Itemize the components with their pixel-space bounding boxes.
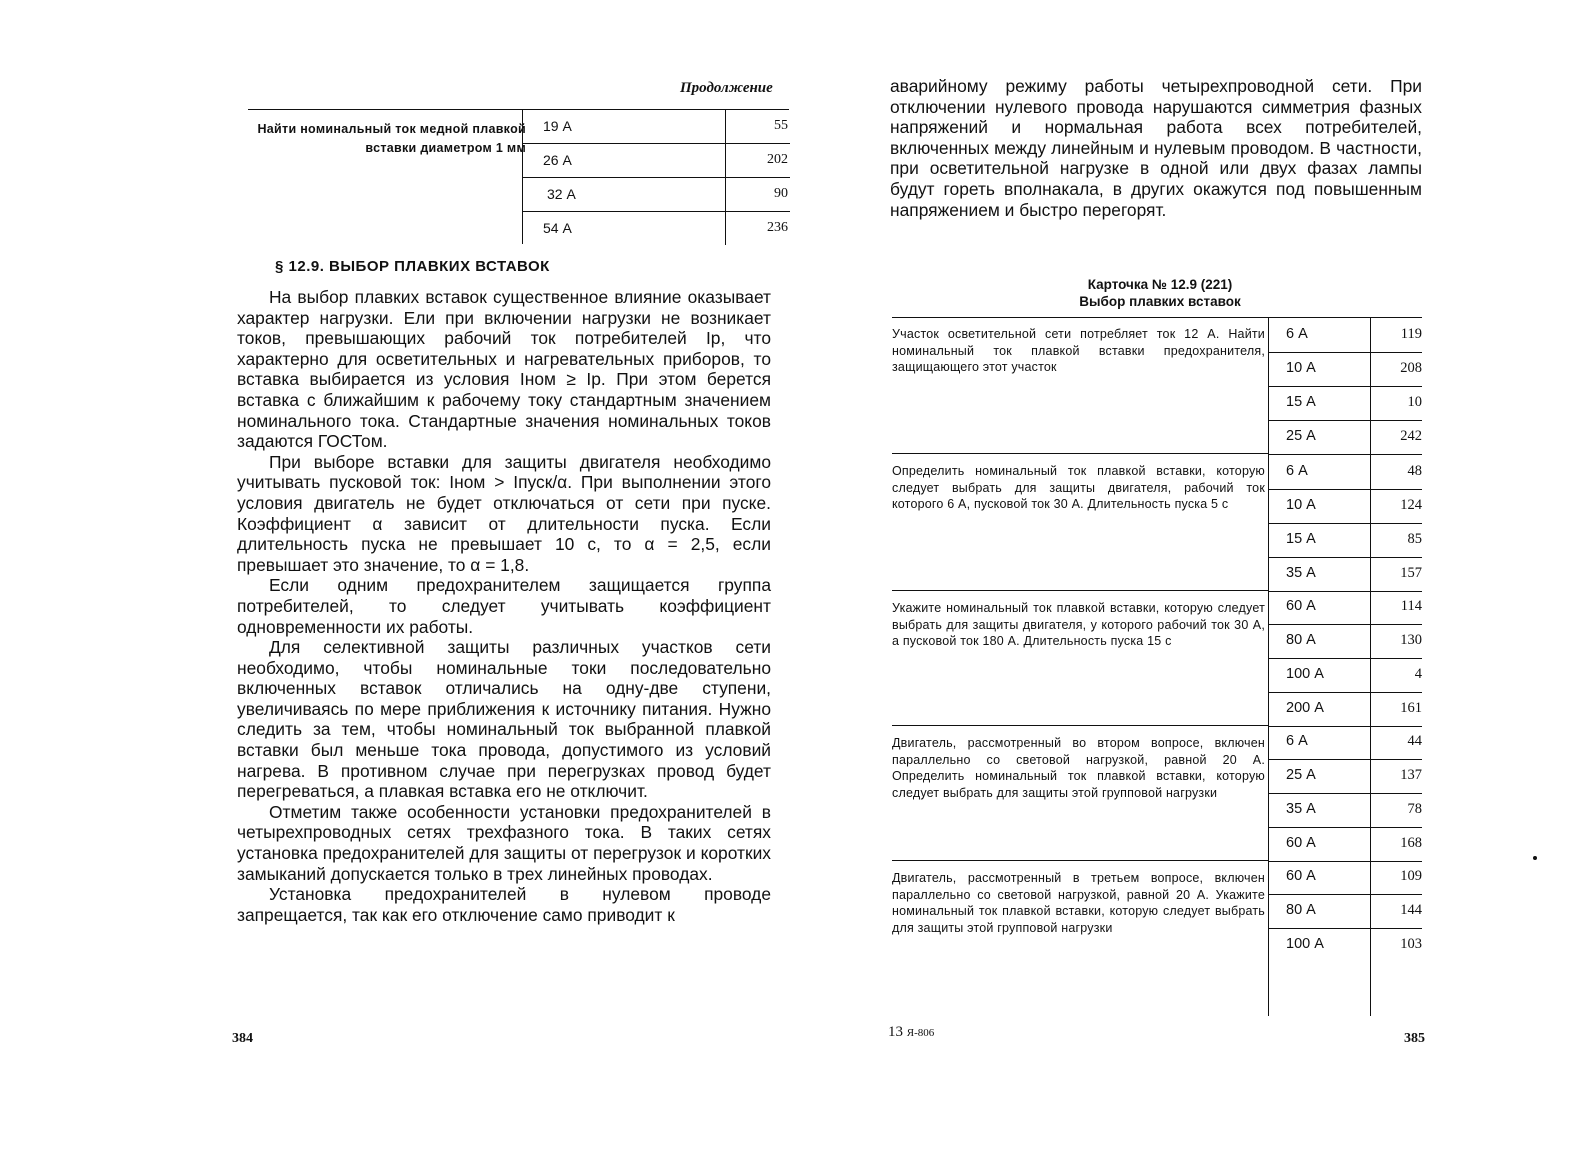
table-row: [1269, 759, 1422, 794]
answer-value: 26 А: [543, 152, 572, 168]
section-heading: § 12.9. ВЫБОР ПЛАВКИХ ВСТАВОК: [275, 258, 550, 275]
answer-value: 60 А: [1286, 598, 1316, 614]
answer-code: 202: [767, 152, 788, 167]
table-row: [1269, 725, 1422, 760]
answer-code: 161: [1400, 700, 1422, 716]
answer-code: 85: [1407, 531, 1422, 547]
answer-value: 60 А: [1286, 835, 1316, 851]
question-divider: [892, 725, 1269, 726]
answer-value: 25 А: [1286, 428, 1316, 444]
paragraph: Установка предохранителей в нулевом проводе запрещается, так как его отключение само приводит к: [237, 884, 771, 925]
question-text: Укажите номинальный ток плавкой вставки, которую следует выбрать для защиты двигателя, у которого рабочий ток 30 А, а пусковой ток 180 А. Длительность пуска 15 с: [892, 601, 1265, 648]
answer-code: 242: [1400, 428, 1422, 444]
answer-code: 168: [1400, 835, 1422, 851]
table-row: [1269, 420, 1422, 455]
signature-code: Я-806: [906, 1027, 935, 1039]
right-page: [800, 0, 1590, 1153]
paragraph: Отметим также особенности установки предохранителей в четырехпроводных сетях трехфазного тока. В таких сетях установка предохранителей для защиты от перегрузок и коротких замыканий допускается только в трех линейных проводах.: [237, 801, 771, 884]
table-row: [1269, 318, 1422, 353]
paragraph: Для селективной защиты различных участков сети необходимо, чтобы номинальные токи последовательно включенных вставок отличались на одну-две ступени, увеличиваясь по мере приближения к источнику питания. Нужно следить за тем, чтобы номинальный ток выбранной плавкой вставки был меньше тока провода, допустимого из условий нагрева. В противном случае при перегрузках провод будет перегреваться, а плавкая вставка его не отключит.: [237, 637, 771, 802]
table-row: [1269, 352, 1422, 387]
answer-value: 200 А: [1286, 700, 1324, 716]
table-row: [1269, 658, 1422, 693]
answer-value: 32 А: [547, 186, 576, 202]
print-speck: [1533, 856, 1537, 860]
question-divider: [892, 590, 1269, 591]
answer-code: 144: [1400, 902, 1422, 918]
answer-code: 48: [1407, 463, 1422, 479]
answer-code: 130: [1400, 632, 1422, 648]
table-row: [1269, 928, 1422, 962]
answer-code: 4: [1414, 666, 1422, 682]
continued-options: [522, 110, 790, 244]
answer-value: 80 А: [1286, 632, 1316, 648]
continued-text: [890, 76, 1422, 220]
answer-code: 90: [774, 186, 788, 201]
page-number: 384: [232, 1031, 253, 1046]
card-title: Карточка № 12.9 (221): [1087, 277, 1233, 292]
question-divider: [892, 860, 1269, 861]
table-row: [1269, 557, 1422, 592]
paragraph: аварийному режиму работы четырехпроводной сети. При отключении нулевого провода нарушаются симметрия фазных напряжений и нормальная работа всех потребителей, включенных между линейным и нулевым проводом. В частности, при осветительной нагрузке в одной или двух фазах лампы будут гореть вполнакала, в других окажутся под повышенным напряжением и быстро перегорят.: [890, 76, 1422, 220]
answer-code: 137: [1400, 767, 1422, 783]
table-row: [1269, 523, 1422, 558]
answer-value: 15 А: [1286, 531, 1316, 547]
table-row: [1269, 489, 1422, 524]
paragraph: При выборе вставки для защиты двигателя необходимо учитывать пусковой ток: Iном > Iпуск/α. При выполнении этого условия двигатель не будет отключаться от сети при пуске. Коэффициент α зависит от длительности пуска. Если длительность пуска не превышает 10 с, то α = 2,5, если превышает это значение, то α = 1,8.: [237, 451, 771, 575]
answer-value: 6 А: [1286, 733, 1308, 749]
table-row: [1269, 624, 1422, 659]
answer-value: 35 А: [1286, 801, 1316, 817]
continuation-label: Продолжение: [680, 80, 773, 96]
table-row: [1269, 590, 1422, 625]
table-row: [523, 144, 790, 178]
answer-code: 44: [1407, 733, 1422, 749]
table-row: [523, 212, 790, 245]
answer-code: 236: [767, 220, 788, 235]
table-row: [1269, 860, 1422, 895]
question-text: Участок осветительной сети потребляет ток 12 А. Найти номинальный ток плавкой вставки предохранителя, защищающего этот участок: [892, 327, 1265, 374]
answer-value: 6 А: [1286, 463, 1308, 479]
answer-value: 100 А: [1286, 936, 1324, 952]
table-row: [523, 110, 790, 144]
question-text: Двигатель, рассмотренный в третьем вопросе, включен параллельно со световой нагрузкой, равной 20 А. Укажите номинальный ток плавкой вставки, которую следует выбрать для защиты этой групповой нагрузки: [892, 871, 1265, 935]
paragraph: На выбор плавких вставок существенное влияние оказывает характер нагрузки. Ели при включении нагрузки не возникает токов, превышающих рабочий ток потребителей Iр, что характерно для осветительных и нагревательных приборов, то вставка выбирается из условия Iном ≥ Iр. При этом берется вставка с ближайшим к рабочему току стандартным значением номинального тока. Стандартные значения номинальных токов задаются ГОСТом.: [237, 287, 771, 452]
paragraph: Если одним предохранителем защищается группа потребителей, то следует учитывать коэффициент одновременности их работы.: [237, 575, 771, 637]
answer-value: 10 А: [1286, 497, 1316, 513]
answer-code: 78: [1407, 801, 1422, 817]
card-subtitle: Выбор плавких вставок: [1079, 294, 1241, 309]
page-number: 385: [1404, 1031, 1425, 1046]
answer-code: 208: [1400, 360, 1422, 376]
question-text: Определить номинальный ток плавкой вставки, которую следует выбрать для защиты двигателя, рабочий ток которого 6 А, пусковой ток 30 А. Длительность пуска 5 с: [892, 464, 1265, 511]
question-text: Двигатель, рассмотренный во втором вопросе, включен параллельно со световой нагрузкой, равной 20 А. Определить номинальный ток плавкой вставки, которую следует выбрать для защиты этой групповой нагрузки: [892, 736, 1265, 800]
answer-value: 19 А: [543, 118, 572, 134]
card-table: [892, 317, 1422, 1016]
table-row: [1269, 692, 1422, 727]
answer-value: 60 А: [1286, 868, 1316, 884]
answer-value: 15 А: [1286, 394, 1316, 410]
card-title-block: [1000, 276, 1320, 310]
continued-table: [248, 109, 789, 244]
answer-value: 54 А: [543, 220, 572, 236]
answer-value: 35 А: [1286, 565, 1316, 581]
answer-value: 80 А: [1286, 902, 1316, 918]
answer-value: 25 А: [1286, 767, 1316, 783]
answer-value: 6 А: [1286, 326, 1308, 342]
answer-code: 157: [1400, 565, 1422, 581]
table-row: [1269, 455, 1422, 490]
body-text: [237, 287, 771, 925]
answer-code: 124: [1400, 497, 1422, 513]
signature-number: 13: [888, 1024, 903, 1040]
answer-code: 55: [774, 118, 788, 133]
answer-code: 109: [1400, 868, 1422, 884]
table-row: [1269, 386, 1422, 421]
answer-code: 114: [1400, 598, 1422, 614]
table-row: [523, 178, 790, 212]
answer-code: 119: [1400, 326, 1422, 342]
question-divider: [892, 453, 1269, 454]
table-row: [1269, 894, 1422, 929]
continued-question: Найти номинальный ток медной плавкой вставки диаметром 1 мм: [257, 122, 526, 155]
answer-value: 100 А: [1286, 666, 1324, 682]
table-row: [1269, 827, 1422, 862]
answer-code: 103: [1400, 936, 1422, 952]
answer-code: 10: [1407, 394, 1422, 410]
table-row: [1269, 793, 1422, 828]
answer-value: 10 А: [1286, 360, 1316, 376]
printer-signature: [888, 1024, 934, 1041]
